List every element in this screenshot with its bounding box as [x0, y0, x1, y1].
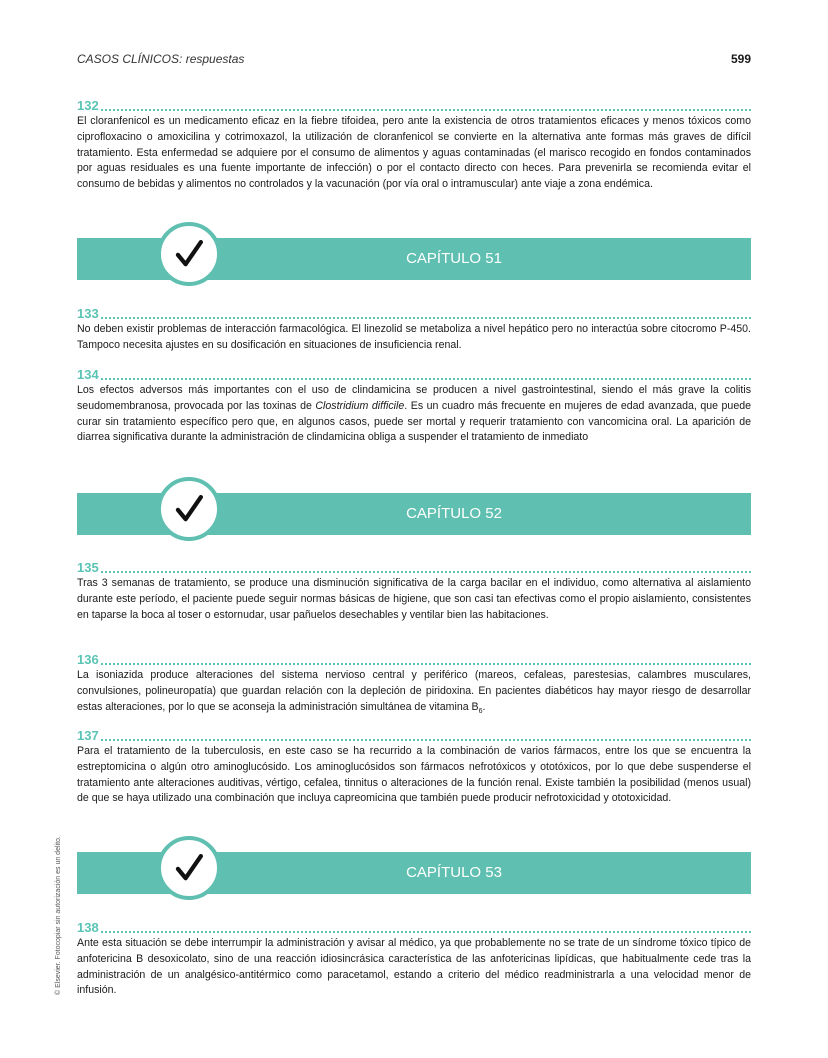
answer-heading — [77, 559, 751, 575]
text-run: La isoniazida produce alteraciones del sistema nervioso central y periférico (mareos, cefaleas, parestesias, calambres musculares, convulsiones, polineuropatía) que guardan relación con la depleción de piridoxina. En pacientes diabéticos hay mayor riesgo de desarrollar estas alteraciones, por lo que se aconseja la administración simultánea de vitamina B — [77, 669, 751, 713]
chapter-banner-51 — [77, 238, 751, 280]
answer-paragraph — [77, 383, 751, 446]
answer-heading — [77, 919, 751, 935]
dotted-leader — [101, 931, 751, 933]
answer-number: 138 — [77, 920, 99, 935]
answer-text — [77, 322, 751, 354]
answer-number: 137 — [77, 728, 99, 743]
text-run: Los efectos adversos más importantes con el uso de clindamicina se producen a nivel gastrointestinal, siendo el más grave la colitis seudomembranosa, provocada por las toxinas de — [77, 384, 751, 412]
answer-text — [77, 668, 751, 720]
answer-138 — [77, 919, 751, 999]
copyright-side-note: © Elsevier. Fotocopiar sin autorización es un delito. — [55, 836, 62, 995]
answer-paragraph: Para el tratamiento de la tuberculosis, en este caso se ha recurrido a la combinación de varios fármacos, entre los que se encuentra la estreptomicina o algún otro aminoglucósido. Los aminoglucósidos son fármacos nefrotóxicos y ototóxicos, por lo que debe suspenderse el tratamiento ante alteraciones auditivas, vértigo, cefalea, tinnitus o alteraciones de la función renal. Existe también la posibilidad (menos usual) de que se haya utilizado una combinación que incluya capreomicina que también puede producir nefrotoxicidad y ototoxicidad. — [77, 745, 751, 805]
running-title — [77, 52, 244, 66]
dotted-leader — [101, 663, 751, 665]
dotted-leader — [101, 378, 751, 380]
running-title-main: CASOS CLÍNICOS: — [77, 52, 183, 66]
answer-number: 132 — [77, 98, 99, 113]
answer-paragraph — [77, 668, 751, 720]
dotted-leader — [101, 571, 751, 573]
answer-number: 134 — [77, 367, 99, 382]
dotted-leader — [101, 739, 751, 741]
answer-paragraph: No deben existir problemas de interacción farmacológica. El linezolid se metaboliza a nivel hepático pero no interactúa sobre citocromo P-450. Tampoco necesita ajustes en su dosificación en situaciones de insuficiencia renal. — [77, 323, 751, 351]
answer-text — [77, 744, 751, 807]
page-number: 599 — [730, 52, 751, 66]
answer-paragraph: El cloranfenicol es un medicamento eficaz en la fiebre tifoidea, pero ante la existencia de otros tratamientos eficaces y menos tóxicos como ciprofloxacino o amoxicilina y cotrimoxazol, la utilización de cloranfenicol se convierte en la alternativa ante formas más graves de difícil tratamiento. Esta enfermedad se adquiere por el consumo de alimentos y aguas contaminadas (el marisco recogido en fondos contaminados por aguas residuales es una fuente importante de infección) o por el contacto directo con heces. Para prevenirla se recomienda evitar el consumo de bebidas y alimentos no controlados y la vacunación (por vía oral o intramuscular) ante viaje a zona endémica. — [77, 115, 751, 191]
answer-number: 135 — [77, 560, 99, 575]
chapter-banner-52 — [77, 493, 751, 535]
answer-heading — [77, 305, 751, 321]
answer-text — [77, 383, 751, 446]
answer-133 — [77, 305, 751, 354]
chapter-title: CAPÍTULO 53 — [406, 864, 502, 881]
page-header — [77, 52, 751, 70]
answer-heading — [77, 727, 751, 743]
running-title-sub: respuestas — [182, 52, 245, 66]
text-run: . Es un cuadro más frecuente en mujeres de edad avanzada, que puede curar sin tratamiento específico pero que, en algunos casos, puede ser mortal y requerir tratamiento con vancomicina oral. La aparición de diarrea significativa durante la administración de clindamicina obliga a suspender el tratamiento de inmediato — [77, 399, 751, 444]
subscript: 6 — [478, 707, 483, 715]
answer-136 — [77, 651, 751, 720]
answer-paragraph: Tras 3 semanas de tratamiento, se produce una disminución significativa de la carga bacilar en el individuo, como alternativa al aislamiento durante este período, el paciente puede seguir normas básicas de higiene, que son casi tan efectivas como el propio aislamiento, consistentes en taparse la boca al toser o estornudar, usar pañuelos desechables y ventilar bien las habitaciones. — [77, 577, 751, 621]
answer-135 — [77, 559, 751, 623]
answer-132 — [77, 97, 751, 193]
answer-137 — [77, 727, 751, 807]
chapter-title: CAPÍTULO 51 — [406, 250, 502, 267]
answer-text — [77, 114, 751, 193]
answer-text — [77, 936, 751, 999]
answer-paragraph: Ante esta situación se debe interrumpir la administración y avisar al médico, ya que probablemente no se trate de un síndrome tóxico típico de anfotericina B desoxicolato, sino de una reacción idiosincrásica característica de las anfotericinas lipídicas, que habitualmente cede tras la administración de un analgésico-antitérmico como paracetamol, estando a criterio del médico readministrarla a una velocidad menor de infusión. — [77, 937, 751, 997]
answer-heading — [77, 366, 751, 382]
dotted-leader — [101, 109, 751, 111]
answer-number: 133 — [77, 306, 99, 321]
answer-134 — [77, 366, 751, 446]
answer-number: 136 — [77, 652, 99, 667]
text-run: . — [482, 700, 486, 713]
chapter-title: CAPÍTULO 52 — [406, 505, 502, 522]
chapter-banner-53 — [77, 852, 751, 894]
dotted-leader — [101, 317, 751, 319]
species-name: Clostridium difficile — [315, 399, 405, 412]
answer-heading — [77, 651, 751, 667]
answer-heading — [77, 97, 751, 113]
answer-text — [77, 576, 751, 623]
